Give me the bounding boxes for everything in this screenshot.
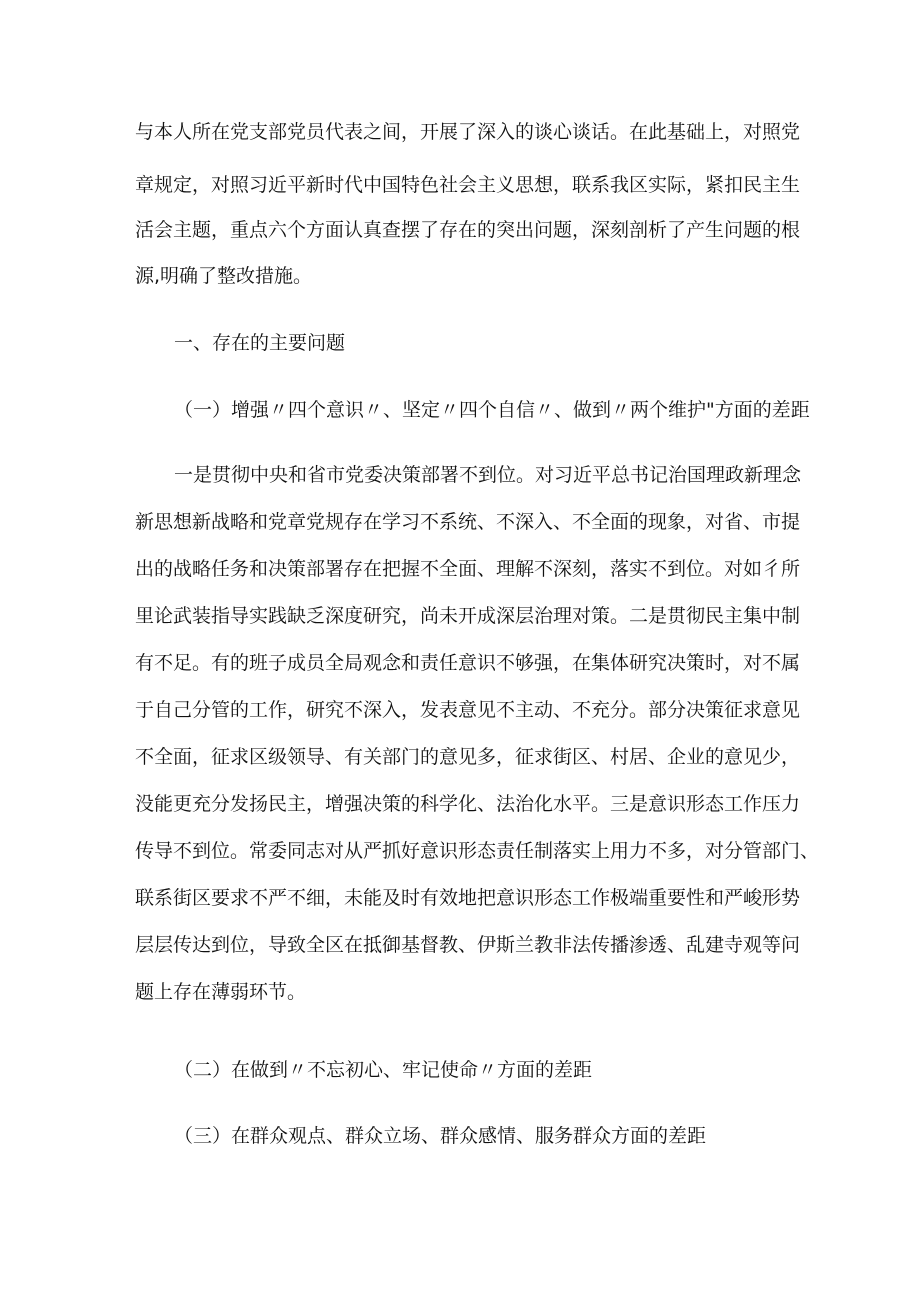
body-line: 传导不到位。常委同志对从严抓好意识形态责任制落实上用力不多，对分管部门、: [135, 840, 820, 862]
subheading: （一）增强〃四个意识〃、坚定〃四个自信〃、做到〃两个维护"方面的差距: [174, 399, 810, 421]
body-line: 层层传达到位，导致全区在抵御基督教、伊斯兰教非法传播渗透、乱建寺观等问: [135, 934, 801, 956]
body-line: 不全面，征求区级领导、有关部门的意见多，征求街区、村居、企业的意见少，: [135, 746, 801, 768]
subheading: （二）在做到〃不忘初心、牢记使命〃方面的差距: [174, 1059, 593, 1081]
intro-line: 章规定，对照习近平新时代中国特色社会主义思想，联系我区实际，紧扣民主生: [135, 174, 801, 196]
intro-line: 与本人所在党支部党员代表之间，开展了深入的谈心谈话。在此基础上，对照党: [135, 121, 801, 143]
body-line: 联系街区要求不严不细，未能及时有效地把意识形态工作极端重要性和严峻形势: [135, 887, 801, 909]
body-line: 出的战略任务和决策部署存在把握不全面、理解不深刻，落实不到位。对如彳所: [135, 558, 801, 580]
body-line: 一是贯彻中央和省市党委决策部署不到位。对习近平总书记治国理政新理念: [174, 464, 802, 486]
intro-line: 源,明确了整改措施。: [135, 265, 313, 287]
body-line: 里论武装指导实践缺乏深度研究，尚未开成深层治理对策。二是贯彻民主集中制: [135, 605, 801, 627]
section-heading: 一、存在的主要问题: [174, 332, 346, 354]
body-line: 于自己分管的工作，研究不深入，发表意见不主动、不充分。部分决策征求意见: [135, 699, 801, 721]
body-line: 有不足。有的班子成员全局观念和责任意识不够强，在集体研究决策时，对不属: [135, 652, 801, 674]
intro-line: 活会主题，重点六个方面认真查摆了存在的突出问题，深刻剖析了产生问题的根: [135, 219, 801, 241]
body-line: 新思想新战略和党章党规存在学习不系统、不深入、不全面的现象，对省、市提: [135, 511, 801, 533]
body-line: 题上存在薄弱环节。: [135, 981, 307, 1003]
subheading: （三）在群众观点、群众立场、群众感情、服务群众方面的差距: [174, 1125, 707, 1147]
body-line: 没能更充分发扬民主，增强决策的科学化、法治化水平。三是意识形态工作压力: [135, 793, 801, 815]
